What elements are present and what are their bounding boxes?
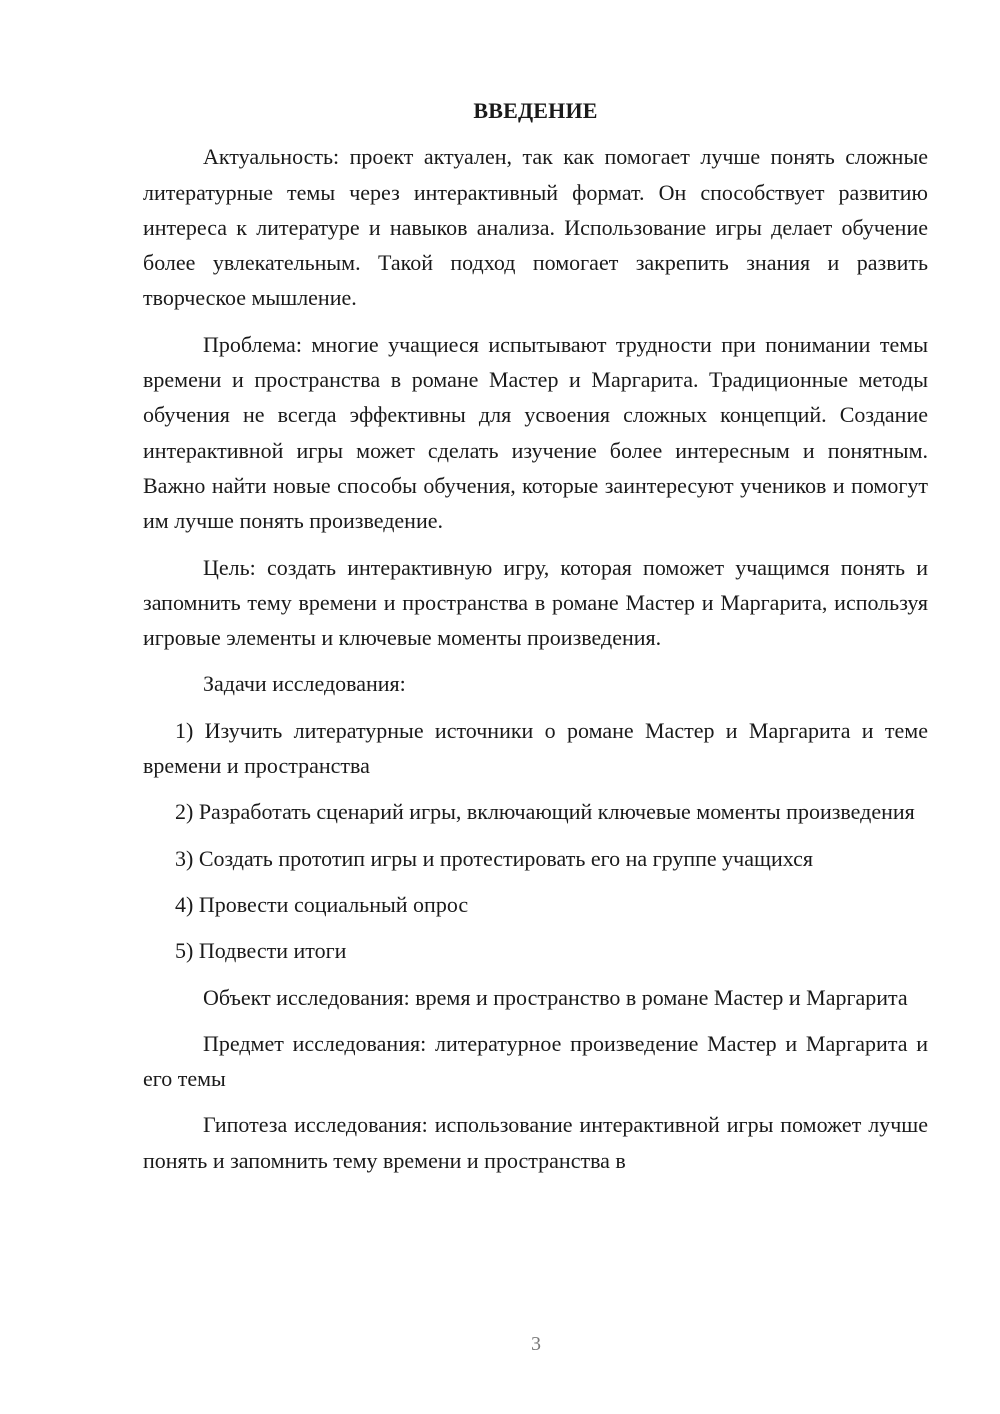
subject-paragraph: Предмет исследования: литературное произведение Мастер и Маргарита и его темы xyxy=(143,1030,928,1092)
problem-paragraph: Проблема: многие учащиеся испытывают трудности при понимании темы времени и пространства в романе Мастер и Маргарита. Традиционные методы обучения не всегда эффективны для усвоения сложных концепций. Создание интерактивной игры может сделать изучение более интересным и понятным. Важно найти новые способы обучения, которые заинтересуют учеников и помогут им лучше понять произведение. xyxy=(143,331,928,534)
tasks-title: Задачи исследования: xyxy=(203,671,406,697)
object-paragraph: Объект исследования: время и пространство в романе Мастер и Маргарита xyxy=(203,984,908,1010)
page-content xyxy=(143,93,928,1189)
goal-paragraph: Цель: создать интерактивную игру, которая поможет учащимся понять и запомнить тему времени и пространства в романе Мастер и Маргарита, используя игровые элементы и ключевые моменты произведения. xyxy=(143,554,928,651)
task-item-4: 4) Провести социальный опрос xyxy=(175,891,469,917)
page-number: 3 xyxy=(531,1333,541,1355)
hypothesis-paragraph: Гипотеза исследования: использование интерактивной игры поможет лучше понять и запомнить тему времени и пространства в xyxy=(143,1112,928,1173)
page-title: ВВЕДЕНИЕ xyxy=(473,98,598,123)
relevance-paragraph: Актуальность: проект актуален, так как помогает лучше понять сложные литературные темы через интерактивный формат. Он способствует развитию интереса к литературе и навыков анализа. Использование игры делает обучение более увлекательным. Такой подход помогает закрепить знания и развить творческое мышление. xyxy=(143,144,928,311)
task-item-1: 1) Изучить литературные источники о романе Мастер и Маргарита и теме времени и пространства xyxy=(143,717,928,779)
task-item-3: 3) Создать прототип игры и протестировать его на группе учащихся xyxy=(175,845,813,871)
task-item-2: 2) Разработать сценарий игры, включающий ключевые моменты произведения xyxy=(175,799,915,825)
task-item-5: 5) Подвести итоги xyxy=(175,938,347,964)
